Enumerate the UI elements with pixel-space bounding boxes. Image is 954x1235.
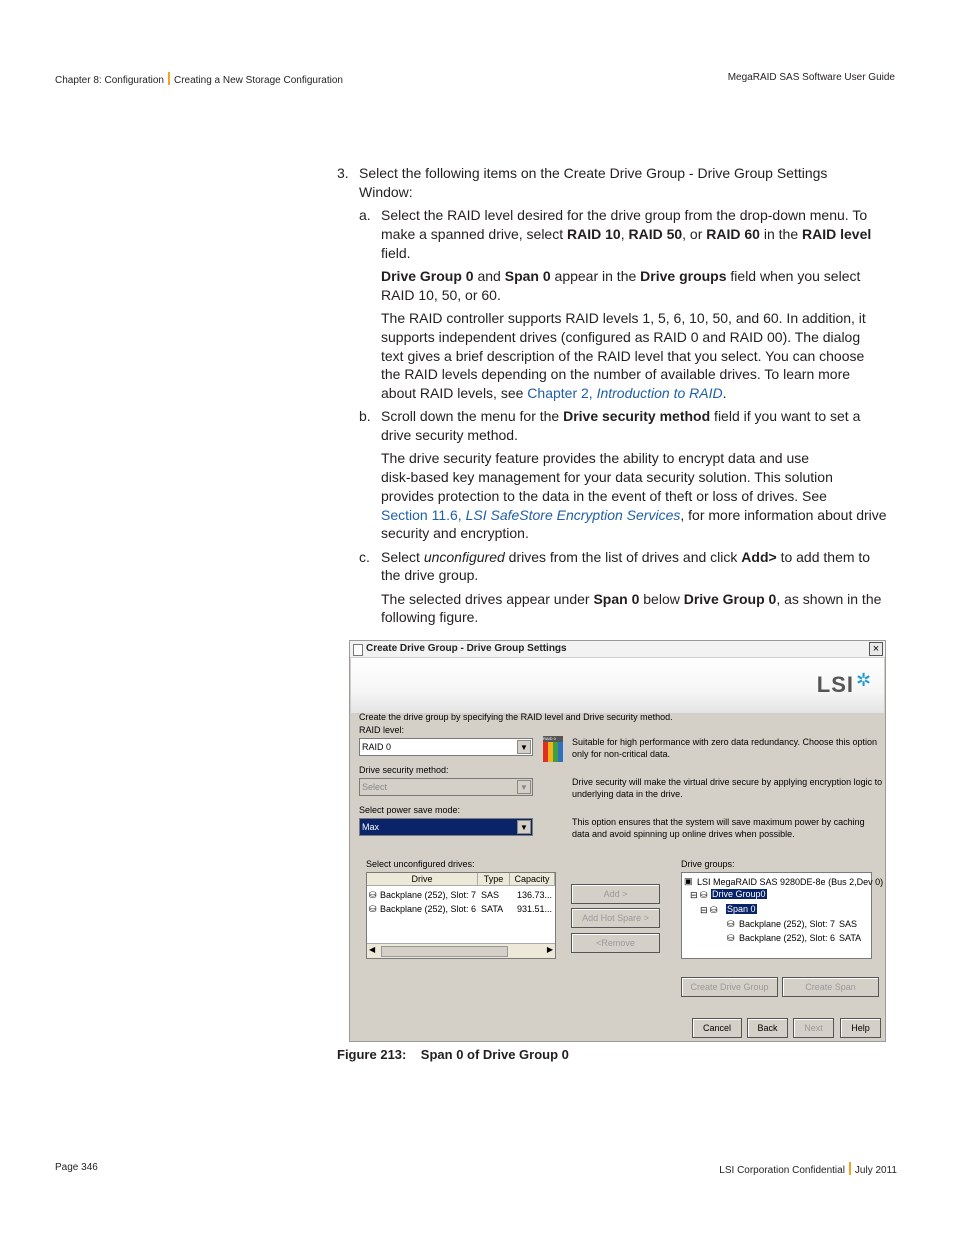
dialog-titlebar	[350, 641, 885, 658]
scroll-thumb[interactable]	[381, 946, 508, 957]
substep-b-para2-l1: The drive security feature provides the ability to encrypt data and use	[381, 450, 810, 466]
drive-group-settings-dialog	[349, 640, 886, 1042]
section-label: Creating a New Storage Configuration	[173, 75, 343, 86]
substep-b-line2: drive security method.	[381, 427, 518, 443]
create-drive-group-button[interactable]: Create Drive Group	[681, 977, 778, 997]
drive-group-icon: ⛁	[700, 890, 708, 900]
chevron-down-icon[interactable]: ▼	[517, 780, 531, 794]
cancel-button[interactable]: Cancel	[692, 1018, 742, 1038]
horizontal-scrollbar[interactable]	[367, 943, 555, 958]
add-button[interactable]: Add >	[571, 884, 660, 904]
step-number: 3.	[337, 165, 349, 181]
header-divider	[168, 72, 170, 85]
power-desc-l1: This option ensures that the system will save maximum power by caching	[572, 817, 865, 827]
substep-b-para2-l2: disk-based key management for your data security solution. This solution	[381, 469, 833, 485]
security-label: Drive security method:	[359, 765, 449, 775]
substep-a-para3-l2: supports independent drives (configured as RAID 0 and RAID 00). The dialog	[381, 329, 861, 345]
substep-a-para3-l1: The RAID controller supports RAID levels 1, 5, 6, 10, 50, and 60. In addition, it	[381, 310, 866, 326]
guide-title: MegaRAID SAS Software User Guide	[727, 72, 895, 83]
unconf-drives-list[interactable]: Drive Type Capacity ⛁ Backplane (252), Slot: 7 SAS 136.73... ⛁ Backplane (252), Slot: 6 SATA 931.51... ◀ ▶	[366, 872, 556, 959]
col-type-header[interactable]: Type	[478, 873, 510, 886]
footer-divider	[849, 1162, 851, 1175]
add-hot-spare-button[interactable]: Add Hot Spare >	[571, 908, 660, 928]
help-button[interactable]: Help	[840, 1018, 881, 1038]
expand-icon[interactable]: ⊟	[700, 905, 708, 915]
power-desc-l2: data and avoid spinning up online drives when possible.	[572, 829, 795, 839]
security-desc-l2: underlying data in the drive.	[572, 789, 683, 799]
confidential-label: LSI Corporation Confidential	[719, 1165, 845, 1176]
create-span-button[interactable]: Create Span	[782, 977, 879, 997]
power-save-select[interactable]: Max ▼	[359, 818, 533, 836]
expand-icon[interactable]: ⊟	[690, 890, 698, 900]
substep-a-line3: field.	[381, 245, 411, 261]
substep-b-label: b.	[359, 408, 371, 424]
span-icon: ⛁	[710, 905, 718, 915]
tree-span[interactable]: Span 0	[727, 904, 756, 914]
drive-groups-tree[interactable]	[681, 872, 884, 959]
security-desc-l1: Drive security will make the virtual drive secure by applying encryption logic to	[572, 777, 883, 787]
page-number: Page 346	[55, 1162, 98, 1173]
lsi-logo: LSI	[816, 672, 854, 697]
substep-c-line1: Select unconfigured drives from the list of drives and click Add> to add them to	[381, 549, 871, 565]
groups-label: Drive groups:	[681, 859, 735, 869]
chevron-left-icon[interactable]: ◀	[369, 945, 376, 954]
unconf-label: Select unconfigured drives:	[366, 859, 475, 869]
substep-a-para3-l4: the RAID levels depending on the number of available drives. To learn more	[381, 366, 851, 382]
step-text-line2: Window:	[359, 184, 413, 200]
drive-icon: ⛁	[369, 890, 377, 900]
controller-icon: ▣	[684, 876, 693, 886]
tree-drive-2-type: SATA	[839, 933, 862, 943]
drive-icon: ⛁	[369, 904, 377, 914]
dialog-banner	[351, 658, 884, 713]
substep-a-para2: Drive Group 0 and Span 0 appear in the Drive groups field when you select	[381, 268, 861, 284]
substep-b-para2-l3: provides protection to the data in the event of theft or loss of drives. See	[381, 488, 827, 504]
tree-drive-2[interactable]: Backplane (252), Slot: 6	[739, 933, 836, 943]
substep-a-para2-line2: RAID 10, 50, or 60.	[381, 287, 501, 303]
tree-drive-1[interactable]: Backplane (252), Slot: 7	[739, 919, 836, 929]
close-icon[interactable]: ×	[869, 642, 883, 656]
footer-date: July 2011	[854, 1165, 897, 1176]
page-footer-right	[719, 1162, 897, 1176]
security-method-select[interactable]: Select ▼	[359, 778, 533, 796]
substep-a-para3-l5: about RAID levels, see Chapter 2, Introduction to RAID.	[381, 385, 727, 401]
chapter2-link[interactable]: Chapter 2, Introduction to RAID	[527, 385, 723, 401]
drive-icon: ⛁	[727, 933, 735, 943]
substep-b-line1: Scroll down the menu for the Drive security method field if you want to set a	[381, 408, 861, 424]
raid-level-icon: RAID 0	[543, 736, 563, 762]
figure-caption: Figure 213: Span 0 of Drive Group 0	[337, 1047, 569, 1062]
back-button[interactable]: Back	[747, 1018, 788, 1038]
drive-icon: ⛁	[727, 919, 735, 929]
raid-desc-l2: only for non-critical data.	[572, 749, 671, 759]
dialog-title: Create Drive Group - Drive Group Settings	[366, 643, 567, 654]
substep-b-para2-l4: Section 11.6, LSI SafeStore Encryption Services, for more information about drive	[381, 507, 887, 523]
chevron-down-icon[interactable]: ▼	[517, 740, 531, 754]
step-text-line1: Select the following items on the Create Drive Group - Drive Group Settings	[359, 165, 828, 181]
substep-c-line2: the drive group.	[381, 567, 479, 583]
tree-drive-group[interactable]: Drive Group0	[712, 889, 766, 899]
tree-root[interactable]: LSI MegaRAID SAS 9280DE-8e (Bus 2,Dev 0)	[697, 877, 884, 887]
substep-b-para2-l5: security and encryption.	[381, 525, 529, 541]
substep-a-para3-l3: text gives a brief description of the RAID level that you select. You can choose	[381, 348, 865, 364]
chevron-down-icon[interactable]: ▼	[517, 820, 531, 834]
substep-a-line2: make a spanned drive, select RAID 10, RAID 50, or RAID 60 in the RAID level	[381, 226, 872, 242]
raid-level-label: RAID level:	[359, 725, 405, 735]
tree-drive-1-type: SAS	[839, 919, 858, 929]
raid-level-select[interactable]: RAID 0 ▼	[359, 738, 533, 756]
col-capacity-header[interactable]: Capacity	[510, 873, 555, 886]
remove-button[interactable]: <Remove	[571, 933, 660, 953]
raid-desc-l1: Suitable for high performance with zero data redundancy. Choose this option	[572, 737, 878, 747]
substep-c-para2-l2: following figure.	[381, 609, 479, 625]
next-button[interactable]: Next	[793, 1018, 834, 1038]
substep-a-label: a.	[359, 207, 371, 223]
substep-a-line1: Select the RAID level desired for the drive group from the drop-down menu. To	[381, 207, 868, 223]
col-drive-header[interactable]: Drive	[367, 873, 478, 886]
dialog-intro: Create the drive group by specifying the RAID level and Drive security method.	[359, 712, 673, 722]
substep-c-label: c.	[359, 549, 370, 565]
chapter-label: Chapter 8: Configuration	[55, 75, 164, 86]
chevron-right-icon[interactable]: ▶	[546, 945, 553, 954]
power-label: Select power save mode:	[359, 805, 461, 815]
window-icon	[353, 644, 363, 656]
page-header-left	[55, 72, 343, 86]
section-11-6-link[interactable]: Section 11.6, LSI SafeStore Encryption Services	[381, 507, 681, 523]
lsi-star-icon: ✲	[856, 670, 872, 690]
substep-c-para2: The selected drives appear under Span 0 below Drive Group 0, as shown in the	[381, 591, 882, 607]
